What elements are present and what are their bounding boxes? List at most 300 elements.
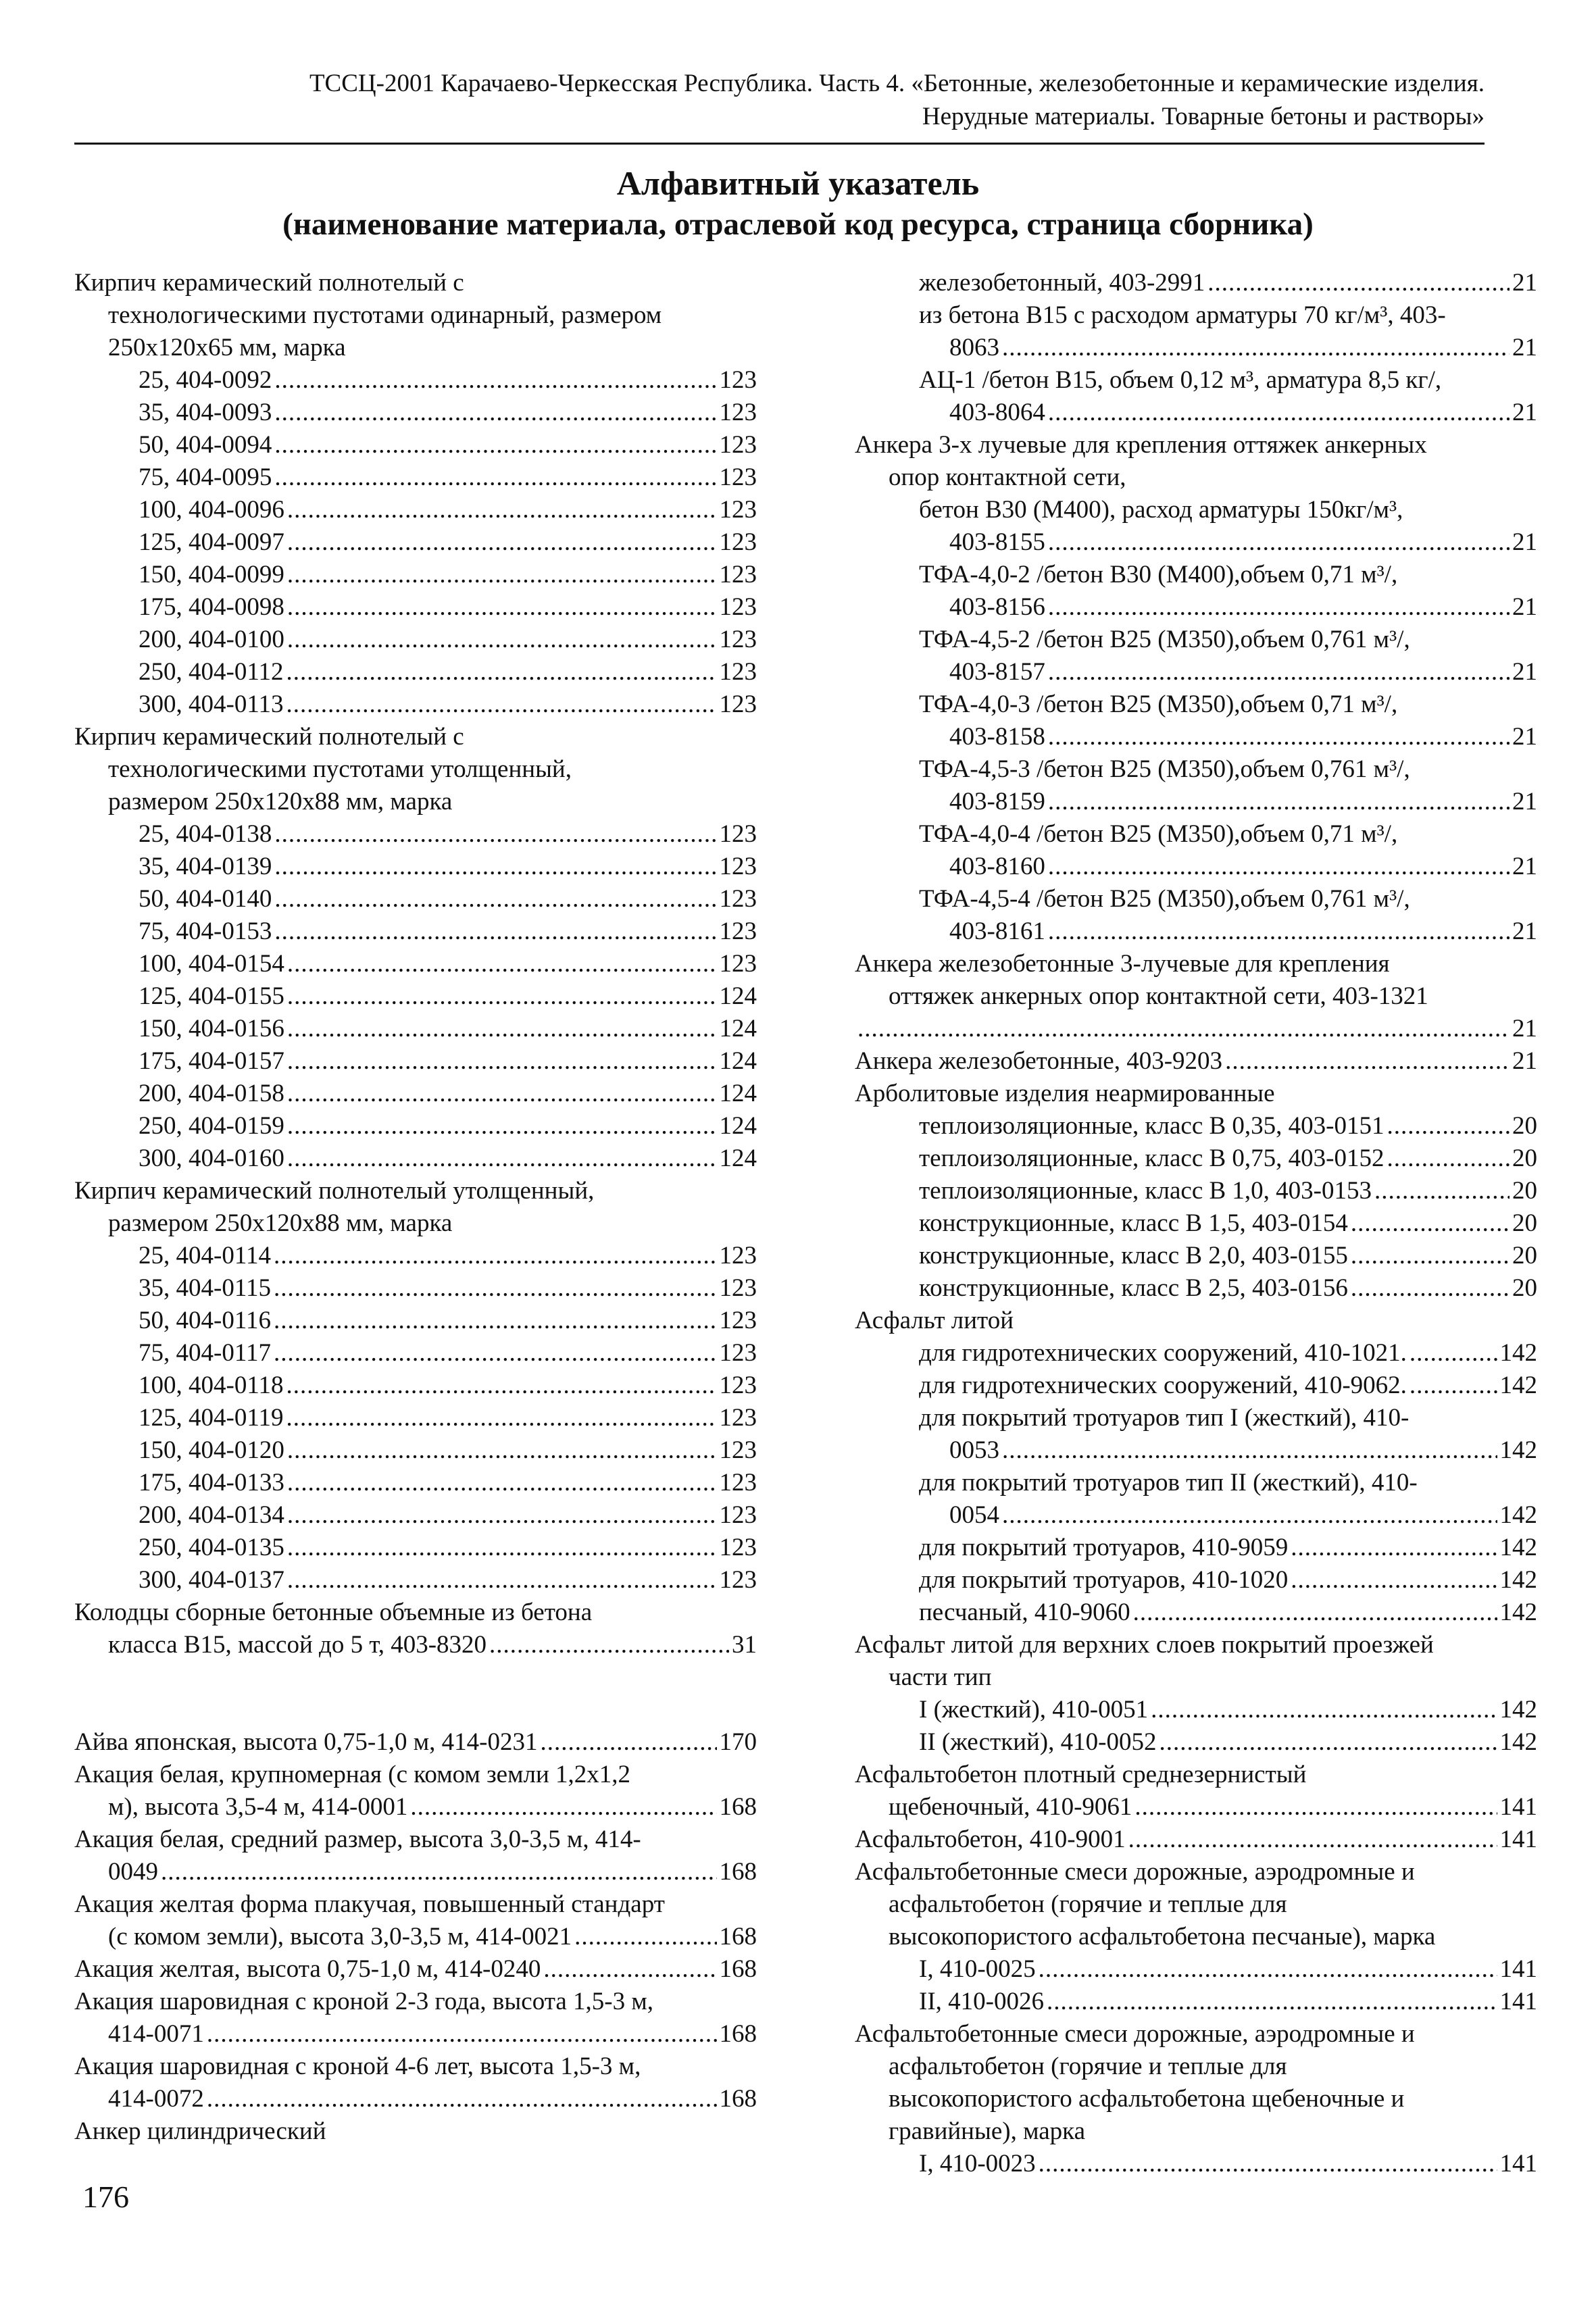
index-entry: Арболитовые изделия неармированные [855,1080,1275,1107]
dot-leader [207,2018,717,2051]
index-entry [74,1240,757,1272]
dot-leader [287,1142,717,1175]
index-entry [74,1013,757,1045]
entry-text: м), высота 3,5-4 м, 414-0001 [108,1793,408,1821]
dot-leader [274,915,716,948]
dot-leader [574,1921,716,1953]
entry-text: (с комом земли), высота 3,0-3,5 м, 414-0021 [108,1923,572,1951]
dot-leader [287,559,717,591]
index-entry [74,2083,757,2115]
dot-leader [1387,1142,1510,1175]
entry-page: 123 [719,1469,757,1496]
index-entry: АЦ-1 /бетон В15, объем 0,12 м³, арматура 8,5 кг/, [919,366,1442,394]
index-entry [74,1791,757,1823]
dot-leader [274,1240,717,1272]
index-entry [855,1013,1537,1045]
index-entry [74,526,757,559]
entry-text: 200, 404-0134 [139,1501,284,1529]
index-entry [74,1532,757,1564]
index-entry [74,494,757,526]
entry-page: 142 [1499,1728,1537,1756]
dot-leader [1048,786,1510,818]
index-entry [74,688,757,721]
index-entry [74,1726,757,1759]
entry-text: 0054 [949,1501,999,1529]
index-entry [74,656,757,688]
entry-page: 123 [719,1404,757,1432]
dot-leader [1133,1596,1497,1629]
entry-page: 123 [719,1307,757,1334]
index-entry [74,1467,757,1499]
index-entry [74,559,757,591]
entry-text: 150, 404-0120 [139,1436,284,1464]
entry-text: II, 410-0026 [919,1988,1044,2015]
entry-text: I, 410-0025 [919,1955,1036,1983]
index-entry [74,1499,757,1532]
entry-page: 21 [1512,334,1537,361]
dot-leader [274,364,716,397]
index-entry: Акация шаровидная с кроной 4-6 лет, высота 1,5-3 м, [74,2053,641,2080]
entry-text: железобетонный, 403-2991 [919,269,1205,297]
index-entry: Анкера 3-х лучевые для крепления оттяжек анкерных [855,431,1427,459]
index-entry: Кирпич керамический полнотелый утолщенный, [74,1177,595,1205]
index-entry [855,1499,1537,1532]
entry-page: 123 [719,1242,757,1269]
entry-page: 123 [719,658,757,686]
entry-text: теплоизоляционные, класс В 0,75, 403-0152 [919,1145,1385,1172]
dot-leader [1291,1564,1497,1596]
entry-page: 123 [719,1274,757,1302]
index-entry: Акация белая, крупномерная (с комом земли 1,2х1,2 [74,1761,631,1788]
dot-leader [1048,591,1510,624]
entry-page: 20 [1512,1177,1537,1205]
entry-text: II (жесткий), 410-0052 [919,1728,1157,1756]
index-entry [855,1823,1537,1856]
dot-leader [287,494,717,526]
entry-text: Акация желтая, высота 0,75-1,0 м, 414-0240 [74,1955,541,1983]
index-entry: 250х120х65 мм, марка [108,334,346,361]
entry-page: 123 [719,1534,757,1561]
index-entry [74,818,757,851]
index-entry [74,1142,757,1175]
entry-page: 142 [1499,1372,1537,1399]
dot-leader [1039,2148,1497,2180]
dot-leader [1351,1207,1510,1240]
index-entry: высокопористого асфальтобетона щебеночные и [889,2085,1405,2113]
dot-leader [1048,397,1510,429]
header-line-1: ТССЦ-2001 Карачаево-Черкесская Республика. Часть 4. «Бетонные, железобетонные и керамические изделия. [309,70,1485,97]
entry-text: 25, 404-0138 [139,820,272,848]
index-entry [74,591,757,624]
entry-page: 123 [719,1501,757,1529]
index-entry [855,332,1537,364]
index-entry: Акация белая, средний размер, высота 3,0-3,5 м, 414- [74,1826,641,1853]
index-entry: ТФА-4,5-4 /бетон В25 (М350),объем 0,761 м³/, [919,885,1410,913]
entry-page: 123 [719,496,757,524]
entry-page: 20 [1512,1274,1537,1302]
dot-leader [287,526,717,559]
index-entry: бетон В30 (М400), расход арматуры 150кг/м³, [919,496,1403,524]
dot-leader [1159,1726,1497,1759]
entry-text: 250, 404-0135 [139,1534,284,1561]
entry-page: 123 [719,820,757,848]
entry-page: 123 [719,1566,757,1594]
entry-page: 142 [1499,1501,1537,1529]
entry-page: 124 [719,1112,757,1140]
index-entry: высокопористого асфальтобетона песчаные), марка [889,1923,1436,1951]
entry-page: 21 [1512,1047,1537,1075]
entry-text: 100, 404-0154 [139,950,284,978]
entry-text: 75, 404-0117 [139,1339,271,1367]
entry-text: 200, 404-0100 [139,626,284,653]
dot-leader [1134,1791,1497,1823]
entry-text: 175, 404-0133 [139,1469,284,1496]
dot-leader [161,1856,717,1888]
entry-text: конструкционные, класс В 1,5, 403-0154 [919,1209,1348,1237]
dot-leader [207,2083,717,2115]
index-entry [855,526,1537,559]
entry-page: 124 [719,1015,757,1042]
entry-page: 123 [719,950,757,978]
entry-page: 21 [1512,528,1537,556]
entry-page: 21 [1512,593,1537,621]
dot-leader [274,429,716,461]
dot-leader [274,461,716,494]
index-entry: Асфальт литой [855,1307,1014,1334]
index-entry [855,1434,1537,1467]
index-entry: ТФА-4,0-4 /бетон В25 (М350),объем 0,71 м³/, [919,820,1398,848]
dot-leader [274,397,716,429]
dot-leader [1151,1694,1497,1726]
index-entry [74,461,757,494]
index-entry [855,397,1537,429]
index-entry: Асфальтобетонные смеси дорожные, аэродромные и [855,2020,1415,2048]
entry-text: 150, 404-0099 [139,561,284,588]
index-entry [855,1791,1537,1823]
index-entry [855,656,1537,688]
entry-page: 123 [719,399,757,426]
index-entry: Асфальтобетон плотный среднезернистый [855,1761,1307,1788]
dot-leader [1002,1499,1497,1532]
entry-text: 300, 404-0113 [139,690,284,718]
dot-leader [540,1726,716,1759]
entry-page: 168 [719,1923,757,1951]
index-entry: для покрытий тротуаров тип II (жесткий), 410- [919,1469,1418,1496]
dot-leader [274,1272,717,1305]
entry-page: 123 [719,463,757,491]
index-entry [855,1726,1537,1759]
index-entry: оттяжек анкерных опор контактной сети, 403-1321 [889,982,1428,1010]
entry-text: 403-8159 [949,788,1045,815]
index-entry [74,1921,757,1953]
index-entry [74,1305,757,1337]
entry-text: 0053 [949,1436,999,1464]
entry-page: 123 [719,917,757,945]
dot-leader [287,1078,717,1110]
index-entry [74,2018,757,2051]
dot-leader [286,688,716,721]
entry-text: Анкера железобетонные, 403-9203 [855,1047,1223,1075]
dot-leader [1039,1953,1497,1986]
index-entry: Акация желтая форма плакучая, повышенный стандарт [74,1890,665,1918]
dot-leader [287,1467,717,1499]
entry-page: 142 [1499,1339,1537,1367]
entry-page: 20 [1512,1209,1537,1237]
index-entry [74,429,757,461]
dot-leader [274,1337,717,1369]
index-entry: технологическими пустотами одинарный, размером [108,301,662,329]
header-line-2: Нерудные материалы. Товарные бетоны и растворы» [922,102,1485,130]
dot-leader [274,883,716,915]
dot-leader [543,1953,716,1986]
entry-text: 35, 404-0115 [139,1274,271,1302]
index-title [0,162,1596,244]
entry-page: 123 [719,1339,757,1367]
index-entry [74,1402,757,1434]
index-entry: ТФА-4,0-3 /бетон В25 (М350),объем 0,71 м³/, [919,690,1398,718]
entry-text: 175, 404-0098 [139,593,284,621]
index-entry [855,851,1537,883]
dot-leader [1351,1240,1510,1272]
dot-leader [274,1305,717,1337]
entry-page: 123 [719,690,757,718]
entry-page: 123 [719,561,757,588]
index-entry: ТФА-4,0-2 /бетон В30 (М400),объем 0,71 м³/, [919,561,1398,588]
entry-text: 414-0072 [108,2085,204,2113]
entry-text: 100, 404-0118 [139,1372,284,1399]
entry-page: 141 [1499,1955,1537,1983]
dot-leader [1048,526,1510,559]
entry-page: 141 [1499,1826,1537,1853]
entry-text: 35, 404-0139 [139,853,272,880]
entry-page: 142 [1499,1566,1537,1594]
dot-leader [1374,1175,1510,1207]
entry-text: I (жесткий), 410-0051 [919,1696,1149,1724]
dot-leader [1128,1823,1497,1856]
entry-text: для гидротехнических сооружений, 410-1021. [919,1339,1407,1367]
dot-leader [286,656,716,688]
dot-leader [1002,332,1510,364]
index-entry [74,1856,757,1888]
entry-page: 168 [719,2020,757,2048]
dot-leader [1048,915,1510,948]
dot-leader [1387,1110,1510,1142]
entry-page: 123 [719,626,757,653]
index-entry: Кирпич керамический полнотелый с [74,269,464,297]
entry-text: 75, 404-0095 [139,463,272,491]
entry-page: 141 [1499,1988,1537,2015]
entry-text: щебеночный, 410-9061 [889,1793,1132,1821]
entry-text: 403-8157 [949,658,1045,686]
dot-leader [287,1564,717,1596]
entry-page: 142 [1499,1534,1537,1561]
index-entry [74,980,757,1013]
entry-text: песчаный, 410-9060 [919,1599,1130,1626]
index-entry [74,1629,757,1661]
index-entry: Акация шаровидная с кроной 2-3 года, высота 1,5-3 м, [74,1988,653,2015]
index-entry [855,1986,1537,2018]
entry-page: 21 [1512,917,1537,945]
index-entry [74,883,757,915]
dot-leader [1002,1434,1497,1467]
index-entry [855,1045,1537,1078]
entry-text: 403-8158 [949,723,1045,751]
index-spacer [74,1694,757,1726]
index-spacer [74,1661,757,1694]
header-rule [74,143,1485,145]
entry-text: конструкционные, класс В 2,0, 403-0155 [919,1242,1348,1269]
entry-page: 20 [1512,1242,1537,1269]
entry-text: теплоизоляционные, класс В 0,35, 403-0151 [919,1112,1385,1140]
index-entry [74,948,757,980]
entry-text: 125, 404-0097 [139,528,284,556]
entry-page: 142 [1499,1436,1537,1464]
dot-leader [274,851,716,883]
entry-text: 403-8160 [949,853,1045,880]
entry-page: 21 [1512,1015,1537,1042]
entry-text: 25, 404-0092 [139,366,272,394]
dot-leader [287,1013,717,1045]
index-entry: технологическими пустотами утолщенный, [108,755,572,783]
index-entry [855,1369,1537,1402]
entry-text: 300, 404-0160 [139,1145,284,1172]
entry-page: 20 [1512,1145,1537,1172]
entry-page: 123 [719,366,757,394]
entry-text: 75, 404-0153 [139,917,272,945]
index-entry [74,624,757,656]
index-entry [855,267,1537,299]
index-entry [74,364,757,397]
entry-page: 124 [719,1145,757,1172]
index-entry [855,1596,1537,1629]
index-entry [74,1337,757,1369]
dot-leader [287,1110,717,1142]
dot-leader [1048,721,1510,753]
entry-page: 168 [719,1955,757,1983]
index-entry [855,591,1537,624]
entry-text: 414-0071 [108,2020,204,2048]
index-entry [74,1564,757,1596]
dot-leader [287,1434,717,1467]
entry-page: 124 [719,982,757,1010]
entry-text: 300, 404-0137 [139,1566,284,1594]
entry-page: 141 [1499,2150,1537,2178]
entry-text: для покрытий тротуаров, 410-1020 [919,1566,1289,1594]
index-entry [74,1434,757,1467]
index-entry [855,915,1537,948]
index-entry [855,1694,1537,1726]
index-entry [855,1337,1537,1369]
entry-page: 168 [719,1793,757,1821]
entry-text: 25, 404-0114 [139,1242,271,1269]
dot-leader [287,1532,717,1564]
index-entry: Колодцы сборные бетонные объемные из бетона [74,1599,593,1626]
entry-page: 124 [719,1080,757,1107]
entry-text: 200, 404-0158 [139,1080,284,1107]
index-entry [855,1142,1537,1175]
entry-page: 123 [719,1372,757,1399]
dot-leader [1410,1337,1497,1369]
dot-leader [1207,267,1510,299]
index-title-main: Алфавитный указатель [616,164,980,202]
dot-leader [286,1402,716,1434]
entry-text: 150, 404-0156 [139,1015,284,1042]
dot-leader [287,624,717,656]
index-entry [855,1532,1537,1564]
index-entry [855,1110,1537,1142]
index-entry [74,1045,757,1078]
dot-leader [1225,1045,1510,1078]
index-entry [855,1207,1537,1240]
entry-page: 123 [719,853,757,880]
index-entry: ТФА-4,5-3 /бетон В25 (М350),объем 0,761 м³/, [919,755,1410,783]
entry-page: 123 [719,528,757,556]
entry-text: 100, 404-0096 [139,496,284,524]
index-entry: асфальтобетон (горячие и теплые для [889,1890,1287,1918]
index-entry [855,1175,1537,1207]
entry-page: 21 [1512,658,1537,686]
entry-text: 35, 404-0093 [139,399,272,426]
entry-page: 31 [732,1631,757,1659]
index-entry: ТФА-4,5-2 /бетон В25 (М350),объем 0,761 м³/, [919,626,1410,653]
index-column-right [855,267,1537,2180]
entry-text: 50, 404-0140 [139,885,272,913]
entry-page: 123 [719,593,757,621]
dot-leader [1048,851,1510,883]
dot-leader [1047,1986,1497,2018]
dot-leader [287,1499,717,1532]
index-entry [855,1953,1537,1986]
entry-text: Асфальтобетон, 410-9001 [855,1826,1126,1853]
entry-text: 50, 404-0094 [139,431,272,459]
running-header [74,68,1485,134]
dot-leader [287,948,717,980]
entry-text: Айва японская, высота 0,75-1,0 м, 414-0231 [74,1728,538,1756]
entry-page: 21 [1512,269,1537,297]
index-entry [74,1110,757,1142]
entry-text: 125, 404-0155 [139,982,284,1010]
index-entry [74,851,757,883]
entry-text: 250, 404-0159 [139,1112,284,1140]
index-entry: для покрытий тротуаров тип I (жесткий), 410- [919,1404,1410,1432]
page-number: 176 [82,2180,129,2214]
entry-page: 20 [1512,1112,1537,1140]
index-entry: размером 250х120х88 мм, марка [108,1209,453,1237]
index-entry: Асфальт литой для верхних слоев покрытий проезжей [855,1631,1434,1659]
dot-leader [287,591,717,624]
entry-page: 142 [1499,1599,1537,1626]
index-entry: Анкера железобетонные 3-лучевые для крепления [855,950,1390,978]
entry-text: 250, 404-0112 [139,658,284,686]
entry-page: 21 [1512,723,1537,751]
entry-page: 168 [719,1858,757,1886]
entry-text: 0049 [108,1858,158,1886]
entry-page: 168 [719,2085,757,2113]
entry-text: для покрытий тротуаров, 410-9059 [919,1534,1289,1561]
index-entry: части тип [889,1663,992,1691]
index-entry [74,1272,757,1305]
index-entry [855,1564,1537,1596]
dot-leader [857,1013,1510,1045]
dot-leader [274,818,716,851]
dot-leader [1410,1369,1497,1402]
entry-page: 141 [1499,1793,1537,1821]
index-entry [74,1953,757,1986]
entry-page: 21 [1512,853,1537,880]
dot-leader [489,1629,729,1661]
index-entry: асфальтобетон (горячие и теплые для [889,2053,1287,2080]
index-entry [855,1272,1537,1305]
